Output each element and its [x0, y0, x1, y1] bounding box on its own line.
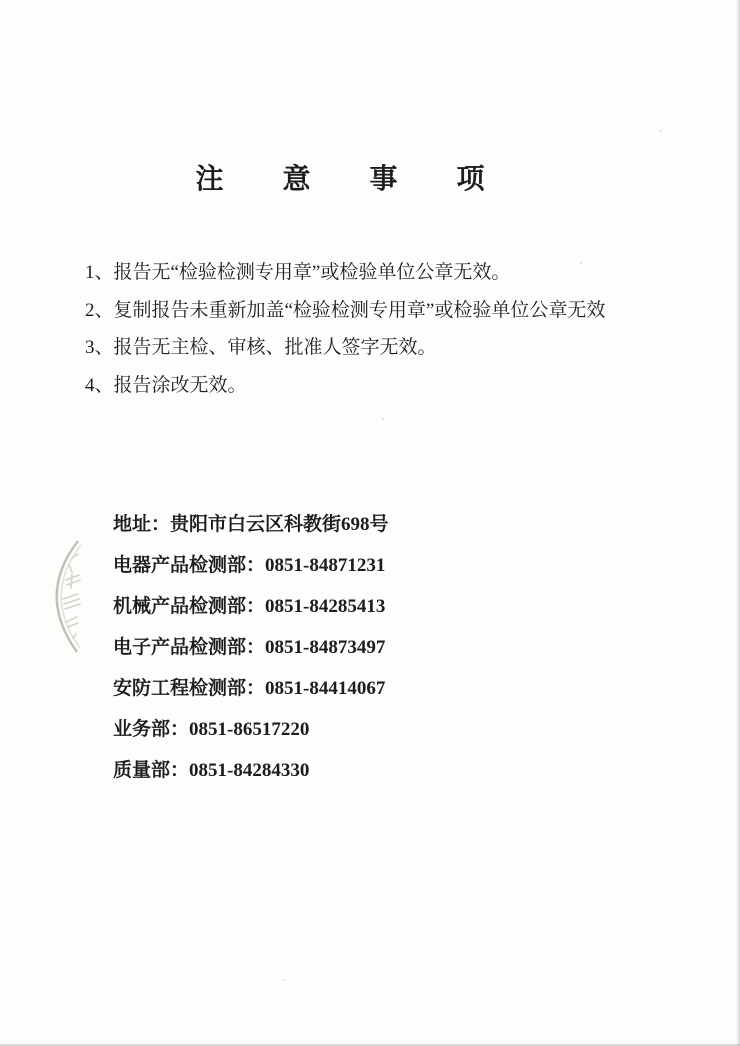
partial-seal-stamp-icon: [42, 538, 92, 656]
contact-line-address: 地址：贵阳市白云区科教街698号: [113, 514, 389, 535]
paper-speck: [283, 979, 285, 981]
contact-line-machinery-dept: 机械产品检测部：0851-84285413: [113, 596, 386, 617]
scan-edge-right: [736, 0, 740, 1046]
paper-speck: [660, 130, 662, 132]
contact-line-business-dept: 业务部：0851-86517220: [113, 719, 310, 740]
page-title: 注 意 事 项: [195, 164, 511, 195]
contact-line-electronics-dept: 电子产品检测部：0851-84873497: [113, 637, 386, 658]
notice-item-3: 3、报告无主检、审核、批准人签字无效。: [85, 337, 437, 358]
paper-speck: [382, 418, 384, 420]
notice-item-4: 4、报告涂改无效。: [85, 374, 247, 396]
notice-list: [85, 254, 605, 404]
contact-line-electrical-dept: 电器产品检测部：0851-84871231: [113, 555, 386, 576]
contact-line-quality-dept: 质量部：0851-84284330: [113, 760, 310, 781]
notice-item-2: 2、复制报告未重新加盖“检验检测专用章”或检验单位公章无效: [85, 299, 606, 321]
contact-line-security-dept: 安防工程检测部：0851-84414067: [113, 678, 386, 699]
paper-speck: [580, 262, 582, 264]
contact-block: [113, 504, 389, 791]
notice-item-1: 1、报告无“检验检测专用章”或检验单位公章无效。: [85, 262, 511, 283]
